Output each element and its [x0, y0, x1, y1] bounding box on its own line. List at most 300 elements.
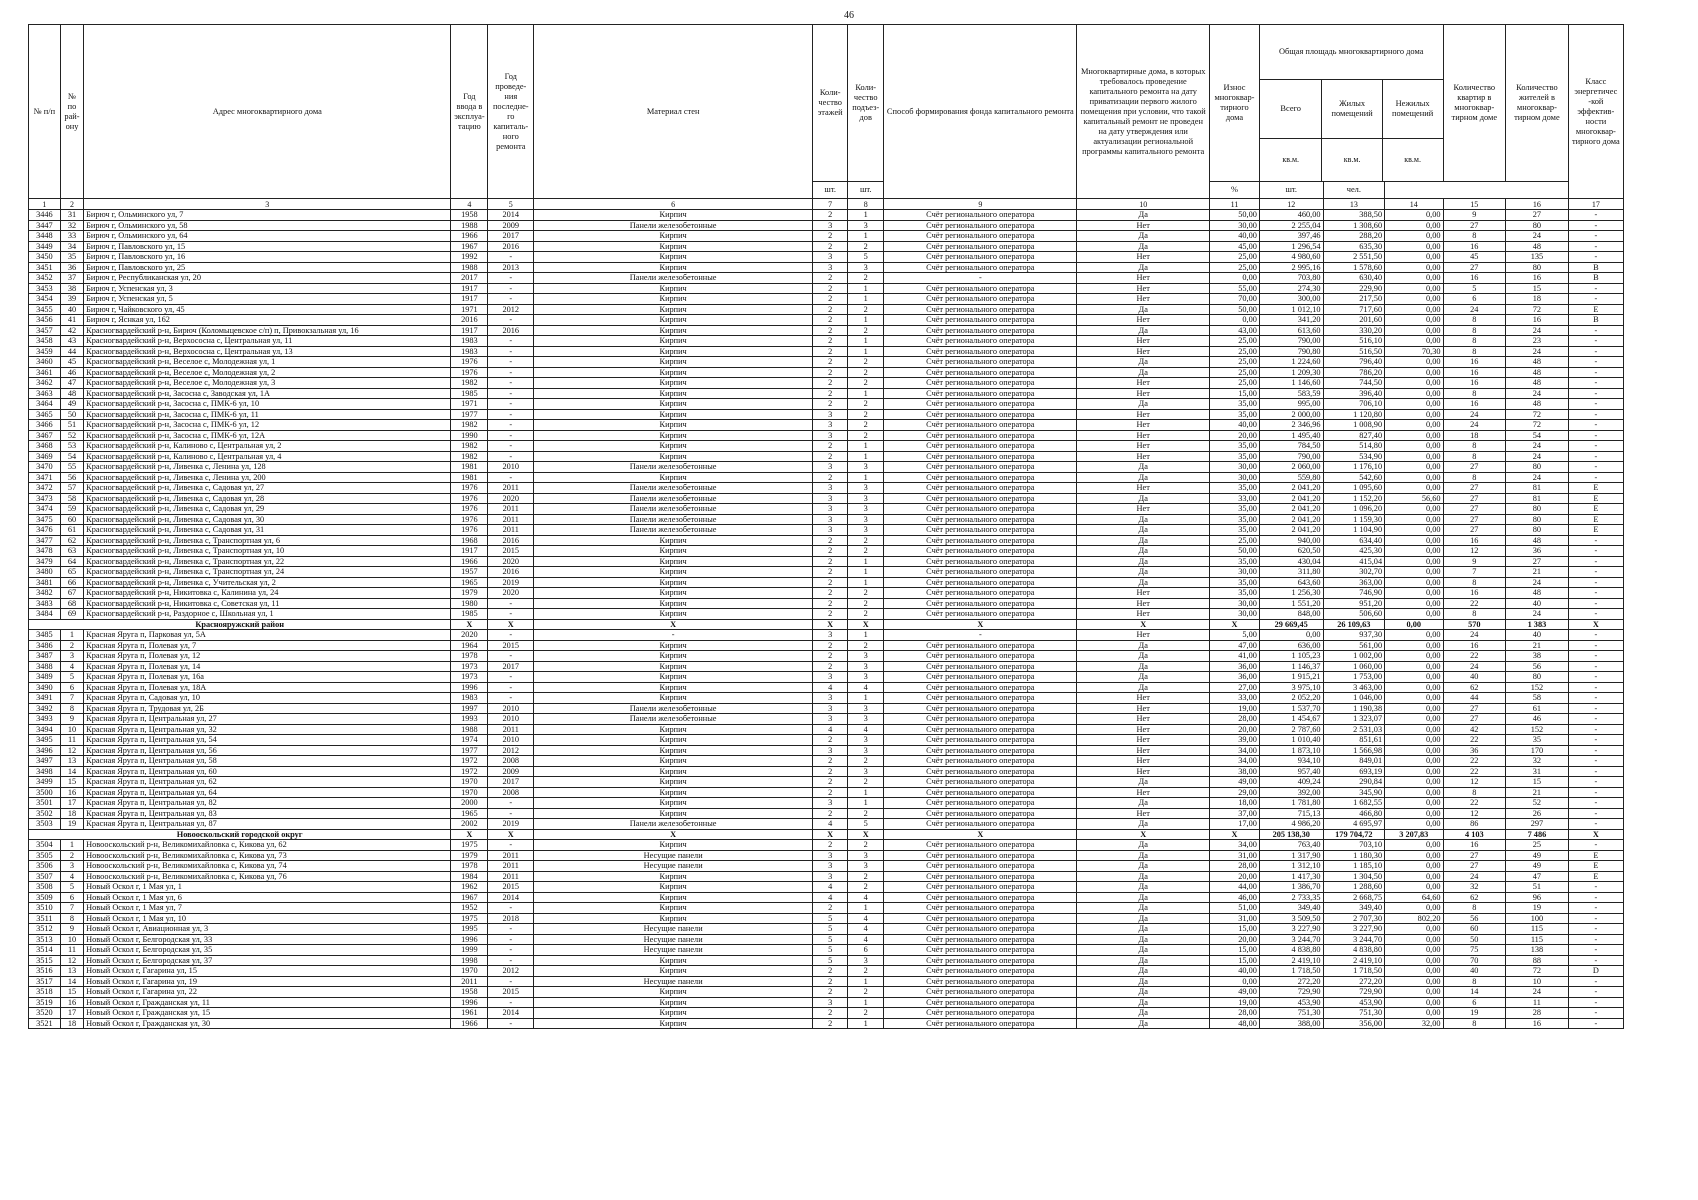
cell-apartments: 14 — [1443, 987, 1506, 998]
cell-wall-material: Кирпич — [534, 966, 813, 977]
cell-residents: 48 — [1506, 535, 1569, 546]
cell-area-nonliving: 64,60 — [1385, 892, 1443, 903]
cell-area-living: 466,80 — [1323, 808, 1385, 819]
cell-district-index: 39 — [60, 294, 83, 305]
cell-entrances: 2 — [848, 987, 884, 998]
cell-last-repair: 2011 — [488, 850, 534, 861]
cell-energy-class: - — [1568, 735, 1623, 746]
cell-area-total: 1 781,80 — [1259, 798, 1323, 809]
cell-entrances: 1 — [848, 567, 884, 578]
cell-repair-required: Да — [1077, 231, 1210, 242]
cell-residents: 48 — [1506, 357, 1569, 368]
cell-year-built: 1976 — [451, 525, 488, 536]
cell-index: 3465 — [29, 409, 61, 420]
cell-index: 3455 — [29, 304, 61, 315]
cell-wear: 0,00 — [1210, 315, 1260, 326]
cell-area-total: 1 537,70 — [1259, 703, 1323, 714]
cell-wall-material: Кирпич — [534, 651, 813, 662]
cell-energy-class: - — [1568, 441, 1623, 452]
cell-last-repair: - — [488, 409, 534, 420]
cell-wear: 35,00 — [1210, 441, 1260, 452]
cell-last-repair: 2019 — [488, 577, 534, 588]
cell-wall-material: Несущие панели — [534, 861, 813, 872]
table-row — [29, 220, 1624, 231]
cell-wear: 30,00 — [1210, 609, 1260, 620]
cell-entrances: 2 — [848, 409, 884, 420]
cell-district-index: 15 — [60, 987, 83, 998]
cell-area-nonliving: 0,00 — [1385, 399, 1443, 410]
cell-entrances: 3 — [848, 483, 884, 494]
cell-residents: 115 — [1506, 924, 1569, 935]
cell-floors: 2 — [813, 609, 848, 620]
cell-energy-class: - — [1568, 745, 1623, 756]
cell-address: Красногвардейский р-н, Ливенка с, Ленина ул, 128 — [84, 462, 451, 473]
cell-energy-class: E — [1568, 871, 1623, 882]
cell-district-index: 59 — [60, 504, 83, 515]
cell-residents: 48 — [1506, 378, 1569, 389]
cell-apartments: 8 — [1443, 976, 1506, 987]
cell-apartments: 40 — [1443, 672, 1506, 683]
cell-area-total: 4 980,60 — [1259, 252, 1323, 263]
cell-floors: 2 — [813, 472, 848, 483]
cell-address: Бирюч г, Яснкая ул, 162 — [84, 315, 451, 326]
table-row — [29, 955, 1624, 966]
cell-wall-material: Кирпич — [534, 808, 813, 819]
cell-apartments: 75 — [1443, 945, 1506, 956]
col-header-fund-method: Способ формирования фонда капитального ремонта — [884, 25, 1077, 199]
cell-address: Бирюч г, Павловского ул, 25 — [84, 262, 451, 273]
cell-apartments: 27 — [1443, 493, 1506, 504]
cell-district-index: 60 — [60, 514, 83, 525]
cell-floors: 3 — [813, 630, 848, 641]
cell-entrances: 2 — [848, 420, 884, 431]
cell-repair-required: Да — [1077, 651, 1210, 662]
cell-area-total: 1 224,60 — [1259, 357, 1323, 368]
cell-area-living: 1 323,07 — [1323, 714, 1385, 725]
cell-entrances: 2 — [848, 640, 884, 651]
cell-floors: 2 — [813, 577, 848, 588]
cell-area-nonliving: 0,00 — [1385, 630, 1443, 641]
cell-floors: 2 — [813, 640, 848, 651]
cell-year-built: 1974 — [451, 735, 488, 746]
cell-entrances: 3 — [848, 745, 884, 756]
cell-energy-class: - — [1568, 955, 1623, 966]
unit-area-nonliving: кв.м. — [1382, 138, 1442, 181]
cell-area-living: 349,40 — [1323, 903, 1385, 914]
cell-residents: 88 — [1506, 955, 1569, 966]
cell-energy-class: - — [1568, 1008, 1623, 1019]
cell-index: 3467 — [29, 430, 61, 441]
cell-year-built: 1970 — [451, 777, 488, 788]
cell-wear: X — [1210, 829, 1260, 840]
cell-district-index: 44 — [60, 346, 83, 357]
cell-area-living: 4 838,80 — [1323, 945, 1385, 956]
cell-last-repair: - — [488, 945, 534, 956]
cell-address: Новый Оскол г, Белгородская ул, 35 — [84, 945, 451, 956]
cell-energy-class: - — [1568, 336, 1623, 347]
cell-wear: 25,00 — [1210, 336, 1260, 347]
cell-area-nonliving: 0,00 — [1385, 252, 1443, 263]
cell-apartments: 5 — [1443, 283, 1506, 294]
cell-area-living: 425,30 — [1323, 546, 1385, 557]
cell-residents: 11 — [1506, 997, 1569, 1008]
cell-repair-required: Да — [1077, 640, 1210, 651]
cell-fund-method: - — [884, 273, 1077, 284]
cell-fund-method: Счёт регионального оператора — [884, 430, 1077, 441]
cell-area-living: 1 176,10 — [1323, 462, 1385, 473]
cell-repair-required: Да — [1077, 325, 1210, 336]
table-body — [29, 210, 1624, 1029]
cell-apartments: 8 — [1443, 315, 1506, 326]
cell-area-total: 392,00 — [1259, 787, 1323, 798]
cell-address: Бирюч г, Чайковского ул, 45 — [84, 304, 451, 315]
cell-last-repair: 2008 — [488, 787, 534, 798]
cell-district-index: 9 — [60, 924, 83, 935]
cell-residents: 72 — [1506, 409, 1569, 420]
cell-year-built: 1968 — [451, 535, 488, 546]
cell-area-nonliving: 3 207,83 — [1385, 829, 1443, 840]
cell-apartments: 570 — [1443, 619, 1506, 630]
cell-index: 3448 — [29, 231, 61, 242]
cell-address: Красная Яруга п, Центральная ул, 83 — [84, 808, 451, 819]
cell-wear: 44,00 — [1210, 882, 1260, 893]
cell-floors: 2 — [813, 231, 848, 242]
cell-index: 3517 — [29, 976, 61, 987]
cell-area-total: 583,59 — [1259, 388, 1323, 399]
cell-area-nonliving: 0,00 — [1385, 577, 1443, 588]
cell-area-total: 430,04 — [1259, 556, 1323, 567]
cell-residents: 15 — [1506, 777, 1569, 788]
cell-last-repair: - — [488, 346, 534, 357]
cell-area-living: 542,60 — [1323, 472, 1385, 483]
cell-apartments: 22 — [1443, 766, 1506, 777]
cell-area-nonliving: 0,00 — [1385, 966, 1443, 977]
cell-fund-method: Счёт регионального оператора — [884, 241, 1077, 252]
cell-last-repair: - — [488, 924, 534, 935]
cell-floors: 2 — [813, 367, 848, 378]
cell-address: Красная Яруга п, Парковая ул, 5А — [84, 630, 451, 641]
cell-entrances: 2 — [848, 367, 884, 378]
cell-residents: 297 — [1506, 819, 1569, 830]
cell-district-index: 12 — [60, 745, 83, 756]
cell-repair-required: Нет — [1077, 451, 1210, 462]
unit-area-total: кв.м. — [1260, 138, 1322, 181]
cell-residents: 49 — [1506, 861, 1569, 872]
cell-fund-method: Счёт регионального оператора — [884, 210, 1077, 221]
cell-district-index: 54 — [60, 451, 83, 462]
cell-apartments: 27 — [1443, 504, 1506, 515]
cell-area-nonliving: 56,60 — [1385, 493, 1443, 504]
cell-area-total: 1 551,20 — [1259, 598, 1323, 609]
cell-district-index: 56 — [60, 472, 83, 483]
cell-wear: 45,00 — [1210, 241, 1260, 252]
cell-repair-required: Да — [1077, 798, 1210, 809]
cell-area-total: 1 495,40 — [1259, 430, 1323, 441]
table-row — [29, 598, 1624, 609]
cell-fund-method: Счёт регионального оператора — [884, 892, 1077, 903]
cell-year-built: 1962 — [451, 882, 488, 893]
cell-wall-material: Панели железобетонные — [534, 462, 813, 473]
cell-area-total: 1 417,30 — [1259, 871, 1323, 882]
cell-area-nonliving: 0,00 — [1385, 756, 1443, 767]
cell-wear: 39,00 — [1210, 735, 1260, 746]
cell-area-nonliving: 0,00 — [1385, 514, 1443, 525]
cell-floors: 2 — [813, 756, 848, 767]
cell-floors: X — [813, 619, 848, 630]
cell-district-index: 41 — [60, 315, 83, 326]
cell-index: 3479 — [29, 556, 61, 567]
cell-entrances: 3 — [848, 262, 884, 273]
table-row — [29, 903, 1624, 914]
cell-year-built: 2017 — [451, 273, 488, 284]
cell-entrances: 3 — [848, 462, 884, 473]
cell-fund-method: Счёт регионального оператора — [884, 283, 1077, 294]
cell-index: 3459 — [29, 346, 61, 357]
cell-area-nonliving: 0,00 — [1385, 745, 1443, 756]
cell-floors: 2 — [813, 325, 848, 336]
cell-address: Красногвардейский р-н, Раздорное с, Школьная ул, 1 — [84, 609, 451, 620]
cell-area-total: 751,30 — [1259, 1008, 1323, 1019]
cell-residents: 24 — [1506, 231, 1569, 242]
cell-index: 3483 — [29, 598, 61, 609]
cell-floors: 2 — [813, 735, 848, 746]
cell-wear: 20,00 — [1210, 871, 1260, 882]
cell-repair-required: Нет — [1077, 273, 1210, 284]
cell-index: 3477 — [29, 535, 61, 546]
cell-year-built: 1957 — [451, 567, 488, 578]
cell-apartments: 12 — [1443, 777, 1506, 788]
cell-residents: 48 — [1506, 399, 1569, 410]
cell-year-built: 1996 — [451, 682, 488, 693]
cell-wall-material: Кирпич — [534, 756, 813, 767]
cell-wall-material: Кирпич — [534, 745, 813, 756]
cell-apartments: 6 — [1443, 997, 1506, 1008]
cell-entrances: 3 — [848, 220, 884, 231]
table-row — [29, 346, 1624, 357]
cell-area-nonliving: 0,00 — [1385, 798, 1443, 809]
cell-entrances: 2 — [848, 304, 884, 315]
cell-area-nonliving: 0,00 — [1385, 609, 1443, 620]
cell-apartments: 56 — [1443, 913, 1506, 924]
cell-area-nonliving: 70,30 — [1385, 346, 1443, 357]
cell-index: 3458 — [29, 336, 61, 347]
cell-fund-method: Счёт регионального оператора — [884, 220, 1077, 231]
cell-area-living: 693,19 — [1323, 766, 1385, 777]
cell-area-living: 290,84 — [1323, 777, 1385, 788]
cell-address: Красногвардейский р-н, Калиново с, Центральная ул, 2 — [84, 441, 451, 452]
cell-fund-method: Счёт регионального оператора — [884, 304, 1077, 315]
cell-energy-class: - — [1568, 472, 1623, 483]
cell-apartments: 8 — [1443, 787, 1506, 798]
table-row — [29, 357, 1624, 368]
cell-year-built: 1917 — [451, 294, 488, 305]
cell-address: Красногвардейский р-н, Ливенка с, Учительская ул, 2 — [84, 577, 451, 588]
cell-wall-material: Кирпич — [534, 997, 813, 1008]
cell-district-index: 10 — [60, 724, 83, 735]
cell-floors: 2 — [813, 588, 848, 599]
table-row — [29, 378, 1624, 389]
unit-floors: шт. — [813, 182, 848, 199]
cell-area-living: 1 308,60 — [1323, 220, 1385, 231]
cell-wear: 20,00 — [1210, 934, 1260, 945]
cell-floors: 2 — [813, 241, 848, 252]
column-number: 9 — [884, 199, 1077, 210]
cell-year-built: 1997 — [451, 703, 488, 714]
table-row — [29, 777, 1624, 788]
cell-wall-material: Кирпич — [534, 346, 813, 357]
cell-area-nonliving: 0,00 — [1385, 336, 1443, 347]
cell-index: 3485 — [29, 630, 61, 641]
cell-area-living: 4 695,97 — [1323, 819, 1385, 830]
cell-year-built: 1976 — [451, 483, 488, 494]
cell-address: Бирюч г, Успенская ул, 3 — [84, 283, 451, 294]
cell-area-living: 1 096,20 — [1323, 504, 1385, 515]
cell-area-total: 2 000,00 — [1259, 409, 1323, 420]
cell-year-built: 1985 — [451, 388, 488, 399]
cell-wall-material: Кирпич — [534, 913, 813, 924]
cell-address: Красная Яруга п, Трудовая ул, 2Б — [84, 703, 451, 714]
cell-index: 3507 — [29, 871, 61, 882]
cell-wear: 46,00 — [1210, 892, 1260, 903]
column-number: 13 — [1323, 199, 1385, 210]
cell-wear: 35,00 — [1210, 409, 1260, 420]
table-row — [29, 483, 1624, 494]
cell-index: 3511 — [29, 913, 61, 924]
cell-address: Красная Яруга п, Центральная ул, 32 — [84, 724, 451, 735]
cell-address: Красногвардейский р-н, Верхососна с, Центральная ул, 11 — [84, 336, 451, 347]
cell-year-built: 1970 — [451, 966, 488, 977]
cell-wall-material: Кирпич — [534, 798, 813, 809]
cell-last-repair: 2010 — [488, 714, 534, 725]
cell-address: Красная Яруга п, Центральная ул, 27 — [84, 714, 451, 725]
cell-area-living: 561,00 — [1323, 640, 1385, 651]
cell-area-total: 341,20 — [1259, 315, 1323, 326]
cell-area-total: 2 255,04 — [1259, 220, 1323, 231]
cell-entrances: 2 — [848, 241, 884, 252]
cell-repair-required: Да — [1077, 472, 1210, 483]
cell-wall-material: Кирпич — [534, 1008, 813, 1019]
cell-wall-material: Кирпич — [534, 567, 813, 578]
cell-area-living: 1 753,00 — [1323, 672, 1385, 683]
cell-entrances: 2 — [848, 840, 884, 851]
cell-area-living: 1 578,60 — [1323, 262, 1385, 273]
cell-fund-method: Счёт регионального оператора — [884, 546, 1077, 557]
cell-year-built: 1971 — [451, 399, 488, 410]
cell-district-index: 55 — [60, 462, 83, 473]
cell-area-nonliving: 0,00 — [1385, 504, 1443, 515]
cell-floors: 2 — [813, 273, 848, 284]
cell-address: Красная Яруга п, Центральная ул, 87 — [84, 819, 451, 830]
cell-residents: 24 — [1506, 441, 1569, 452]
cell-residents: 52 — [1506, 798, 1569, 809]
cell-energy-class: E — [1568, 493, 1623, 504]
table-row — [29, 325, 1624, 336]
cell-index: 3466 — [29, 420, 61, 431]
cell-area-living: 1 046,00 — [1323, 693, 1385, 704]
cell-residents: 24 — [1506, 451, 1569, 462]
cell-apartments: 86 — [1443, 819, 1506, 830]
cell-floors: 2 — [813, 535, 848, 546]
cell-address: Новый Оскол г, 1 Мая ул, 10 — [84, 913, 451, 924]
cell-energy-class: - — [1568, 703, 1623, 714]
cell-entrances: 2 — [848, 378, 884, 389]
cell-index: 3503 — [29, 819, 61, 830]
cell-area-living: 516,10 — [1323, 336, 1385, 347]
cell-floors: 2 — [813, 987, 848, 998]
cell-year-built: 1983 — [451, 693, 488, 704]
cell-year-built: 1966 — [451, 231, 488, 242]
cell-wall-material: Кирпич — [534, 1018, 813, 1029]
cell-year-built: 1981 — [451, 462, 488, 473]
unit-entrances: шт. — [848, 182, 884, 199]
cell-last-repair: - — [488, 651, 534, 662]
cell-area-living: 1 152,20 — [1323, 493, 1385, 504]
cell-wall-material: Панели железобетонные — [534, 483, 813, 494]
cell-residents: 19 — [1506, 903, 1569, 914]
cell-apartments: 9 — [1443, 556, 1506, 567]
cell-index: 3484 — [29, 609, 61, 620]
cell-area-living: 356,00 — [1323, 1018, 1385, 1029]
cell-last-repair: 2011 — [488, 861, 534, 872]
cell-entrances: 3 — [848, 850, 884, 861]
cell-last-repair: - — [488, 315, 534, 326]
cell-area-living: 2 419,10 — [1323, 955, 1385, 966]
cell-index: 3453 — [29, 283, 61, 294]
cell-area-living: 3 227,90 — [1323, 924, 1385, 935]
cell-last-repair: X — [488, 619, 534, 630]
cell-last-repair: 2020 — [488, 493, 534, 504]
cell-index: 3512 — [29, 924, 61, 935]
cell-last-repair: 2011 — [488, 724, 534, 735]
cell-wall-material: Несущие панели — [534, 924, 813, 935]
table-row — [29, 262, 1624, 273]
cell-wear: 17,00 — [1210, 819, 1260, 830]
cell-address: Бирюч г, Ольминского ул, 64 — [84, 231, 451, 242]
cell-residents: 32 — [1506, 756, 1569, 767]
cell-residents: 54 — [1506, 430, 1569, 441]
table-row — [29, 535, 1624, 546]
cell-year-built: 1992 — [451, 252, 488, 263]
cell-wear: 36,00 — [1210, 661, 1260, 672]
cell-district-index: 48 — [60, 388, 83, 399]
cell-area-nonliving: 0,00 — [1385, 483, 1443, 494]
cell-wall-material: Кирпич — [534, 955, 813, 966]
cell-apartments: 27 — [1443, 220, 1506, 231]
cell-entrances: 1 — [848, 556, 884, 567]
cell-energy-class: - — [1568, 598, 1623, 609]
cell-floors: 5 — [813, 934, 848, 945]
cell-last-repair: 2015 — [488, 987, 534, 998]
cell-apartments: 24 — [1443, 409, 1506, 420]
cell-year-built: 1965 — [451, 577, 488, 588]
cell-wall-material: Кирпич — [534, 367, 813, 378]
cell-energy-class: - — [1568, 714, 1623, 725]
cell-residents: 15 — [1506, 283, 1569, 294]
cell-residents: 24 — [1506, 472, 1569, 483]
cell-last-repair: - — [488, 682, 534, 693]
cell-residents: 18 — [1506, 294, 1569, 305]
cell-apartments: 18 — [1443, 430, 1506, 441]
table-row — [29, 420, 1624, 431]
cell-entrances: 2 — [848, 882, 884, 893]
cell-year-built: 1976 — [451, 514, 488, 525]
cell-last-repair: 2011 — [488, 871, 534, 882]
cell-repair-required: Нет — [1077, 598, 1210, 609]
cell-residents: 51 — [1506, 882, 1569, 893]
cell-floors: 4 — [813, 882, 848, 893]
cell-address: Бирюч г, Ольминского ул, 58 — [84, 220, 451, 231]
cell-district-index: 42 — [60, 325, 83, 336]
